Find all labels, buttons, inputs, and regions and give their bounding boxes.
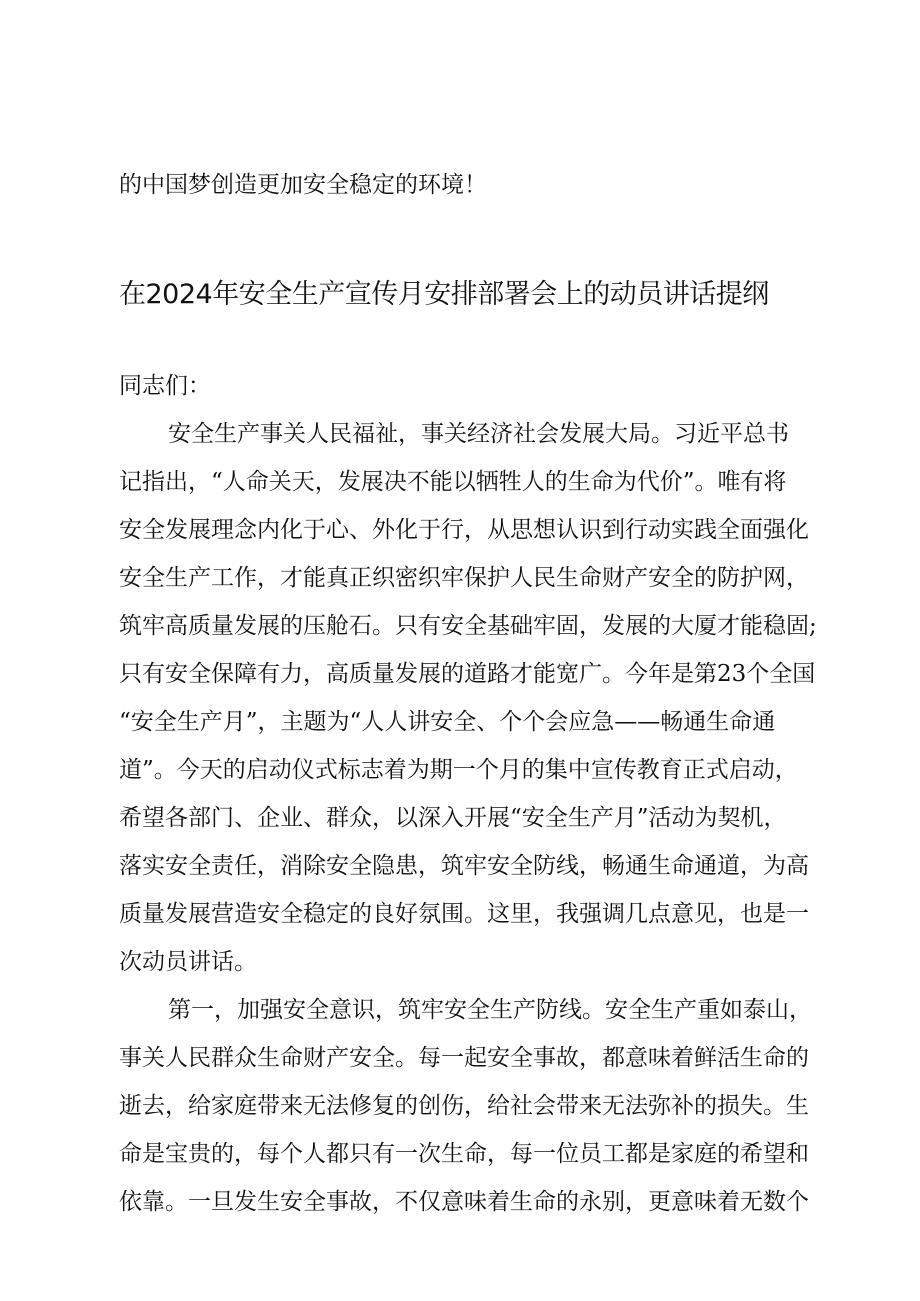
paragraph-line: “安全生产月”，主题为“人人讲安全、个个会应急——畅通生命通: [119, 709, 776, 735]
paragraph-line: 安全生产工作，才能真正织密织牢保护人民生命财产安全的防护网，: [119, 565, 809, 591]
paragraph-line: 质量发展营造安全稳定的良好氛围。这里，我强调几点意见，也是一: [119, 901, 809, 927]
paragraph-line: 落实安全责任，消除安全隐患，筑牢安全防线，畅通生命通道，为高: [119, 853, 809, 879]
paragraph-line: 事关人民群众生命财产安全。每一起安全事故，都意味着鲜活生命的: [119, 1045, 809, 1071]
paragraph-line: 只有安全保障有力，高质量发展的道路才能宽广。今年是第23个全国: [119, 661, 816, 687]
paragraph-line: 第一，加强安全意识，筑牢安全生产防线。安全生产重如泰山，: [168, 997, 812, 1023]
salutation: 同志们：: [119, 373, 211, 399]
paragraph-line: 命是宝贵的，每个人都只有一次生命，每一位员工都是家庭的希望和: [119, 1141, 809, 1167]
paragraph-line: 希望各部门、企业、群众，以深入开展“安全生产月”活动为契机，: [119, 805, 787, 831]
paragraph-line: 道”。今天的启动仪式标志着为期一个月的集中宣传教育正式启动，: [119, 757, 798, 783]
paragraph-line: 依靠。一旦发生安全事故，不仅意味着生命的永别，更意味着无数个: [119, 1189, 809, 1215]
paragraph-line: 筑牢高质量发展的压舱石。只有安全基础牢固，发展的大厦才能稳固;: [119, 613, 817, 639]
previous-section-ending: 的中国梦创造更加安全稳定的环境！: [119, 172, 487, 198]
paragraph-line: 安全生产事关人民福祉，事关经济社会发展大局。习近平总书: [168, 421, 789, 447]
paragraph-line: 逝去，给家庭带来无法修复的创伤，给社会带来无法弥补的损失。生: [119, 1093, 809, 1119]
paragraph-line: 次动员讲话。: [119, 949, 257, 975]
paragraph-line: 安全发展理念内化于心、外化于行，从思想认识到行动实践全面强化: [119, 517, 809, 543]
document-title: 在2024年安全生产宣传月安排部署会上的动员讲话提纲: [119, 279, 769, 310]
paragraph-line: 记指出，“人命关天，发展决不能以牺牲人的生命为代价”。唯有将: [119, 469, 787, 495]
